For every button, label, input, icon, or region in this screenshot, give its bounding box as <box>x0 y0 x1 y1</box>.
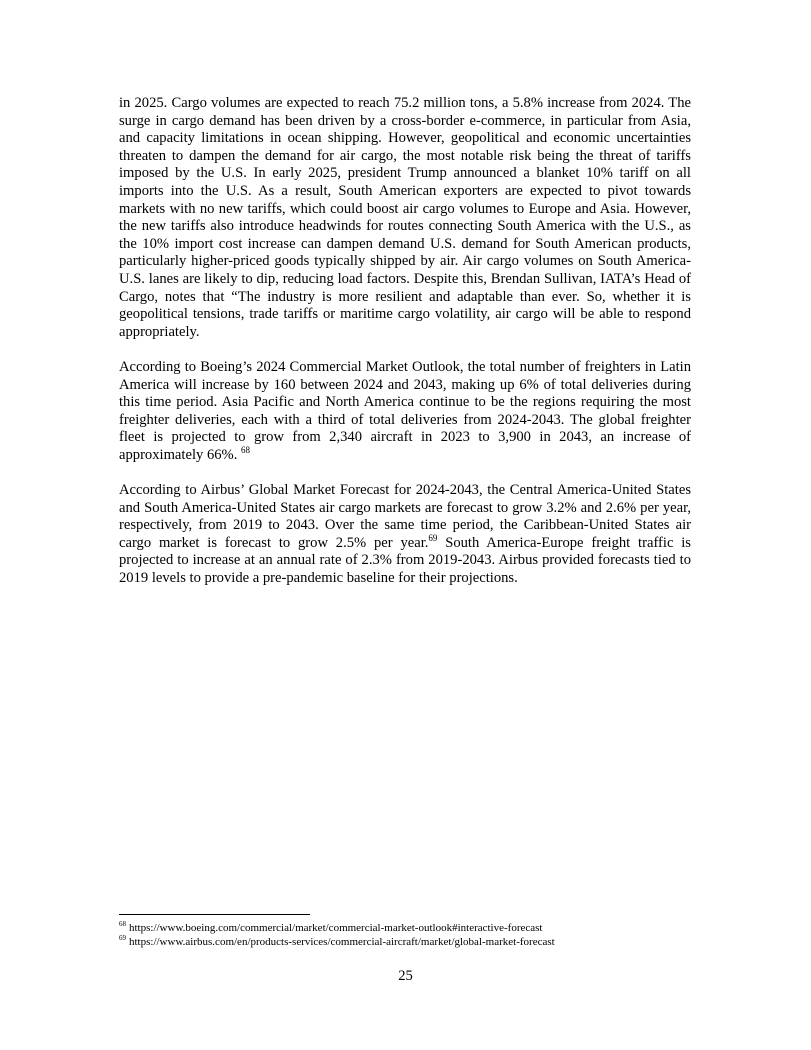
page-number: 25 <box>398 968 413 984</box>
paragraph-text: in 2025. Cargo volumes are expected to reach 75.2 million tons, a 5.8% increase from 2024. The surge in cargo demand has been driven by a cross-border e-commerce, in particular from Asia, and capacity limitations in ocean shipping. However, geopolitical and economic uncertainties threaten to dampen the demand for air cargo, the most notable risk being the threat of tariffs imposed by the U.S. In early 2025, president Trump announced a blanket 10% tariff on all imports into the U.S. As a result, South American exporters are expected to pivot towards markets with no new tariffs, which could boost air cargo volumes to Europe and Asia. However, the new tariffs also introduce headwinds for routes connecting South America with the U.S., as the 10% import cost increase can dampen demand U.S. demand for South American products, particularly higher-priced goods typically shipped by air. Air cargo volumes on South America-U.S. lanes are likely to dip, reducing load factors. Despite this, Brendan Sullivan, IATA’s Head of Cargo, notes that “The industry is more resilient and adaptable than ever. So, whether it is geopolitical tensions, trade tariffs or maritime cargo volatility, air cargo will be able to respond appropriately. <box>119 95 691 340</box>
paragraph-boeing-outlook <box>119 359 691 465</box>
footnote-reference[interactable]: 68 <box>241 445 250 456</box>
paragraph-airbus-forecast <box>119 482 691 588</box>
footnote-68 <box>119 921 699 935</box>
footnote-reference[interactable]: 69 <box>428 532 438 543</box>
paragraph-air-cargo-outlook <box>119 95 691 341</box>
footnote-separator <box>119 914 310 915</box>
footnotes <box>119 921 699 949</box>
footnote-link[interactable]: https://www.airbus.com/en/products-services/commercial-aircraft/market/global-market-forecast <box>129 936 555 948</box>
footnote-number: 68 <box>119 920 126 929</box>
paragraph-text: According to Boeing’s 2024 Commercial Market Outlook, the total number of freighters in Latin America will increase by 160 between 2024 and 2043, making up 6% of total deliveries during this time period. Asia Pacific and North America continue to be the regions requiring the most freighter deliveries, each with a third of total deliveries from 2024-2043. The global freighter fleet is projected to grow from 2,340 aircraft in 2023 to 3,900 in 2043, an increase of approximately 66%. <box>119 358 691 463</box>
paragraph-text: According to Airbus’ Global Market Forecast for 2024-2043, the Central America-United States and South America-United States air cargo markets are forecast to grow 3.2% and 2.6% per year, respectively, from 2019 to 2043. Over the same time period, the Caribbean-United States air cargo market is forecast to grow 2.5% per year. <box>119 482 691 551</box>
footnote-link[interactable]: https://www.boeing.com/commercial/market/commercial-market-outlook#interactive-forecast <box>129 922 543 934</box>
footnote-69 <box>119 935 699 949</box>
paragraph-text: South America-Europe freight traffic is projected to increase at an annual rate of 2.3% from 2019-2043. Airbus provided forecasts tied to 2019 levels to provide a pre-pandemic baseline for their projections. <box>119 534 691 587</box>
footnote-number: 69 <box>119 934 126 943</box>
body-text <box>119 95 691 605</box>
